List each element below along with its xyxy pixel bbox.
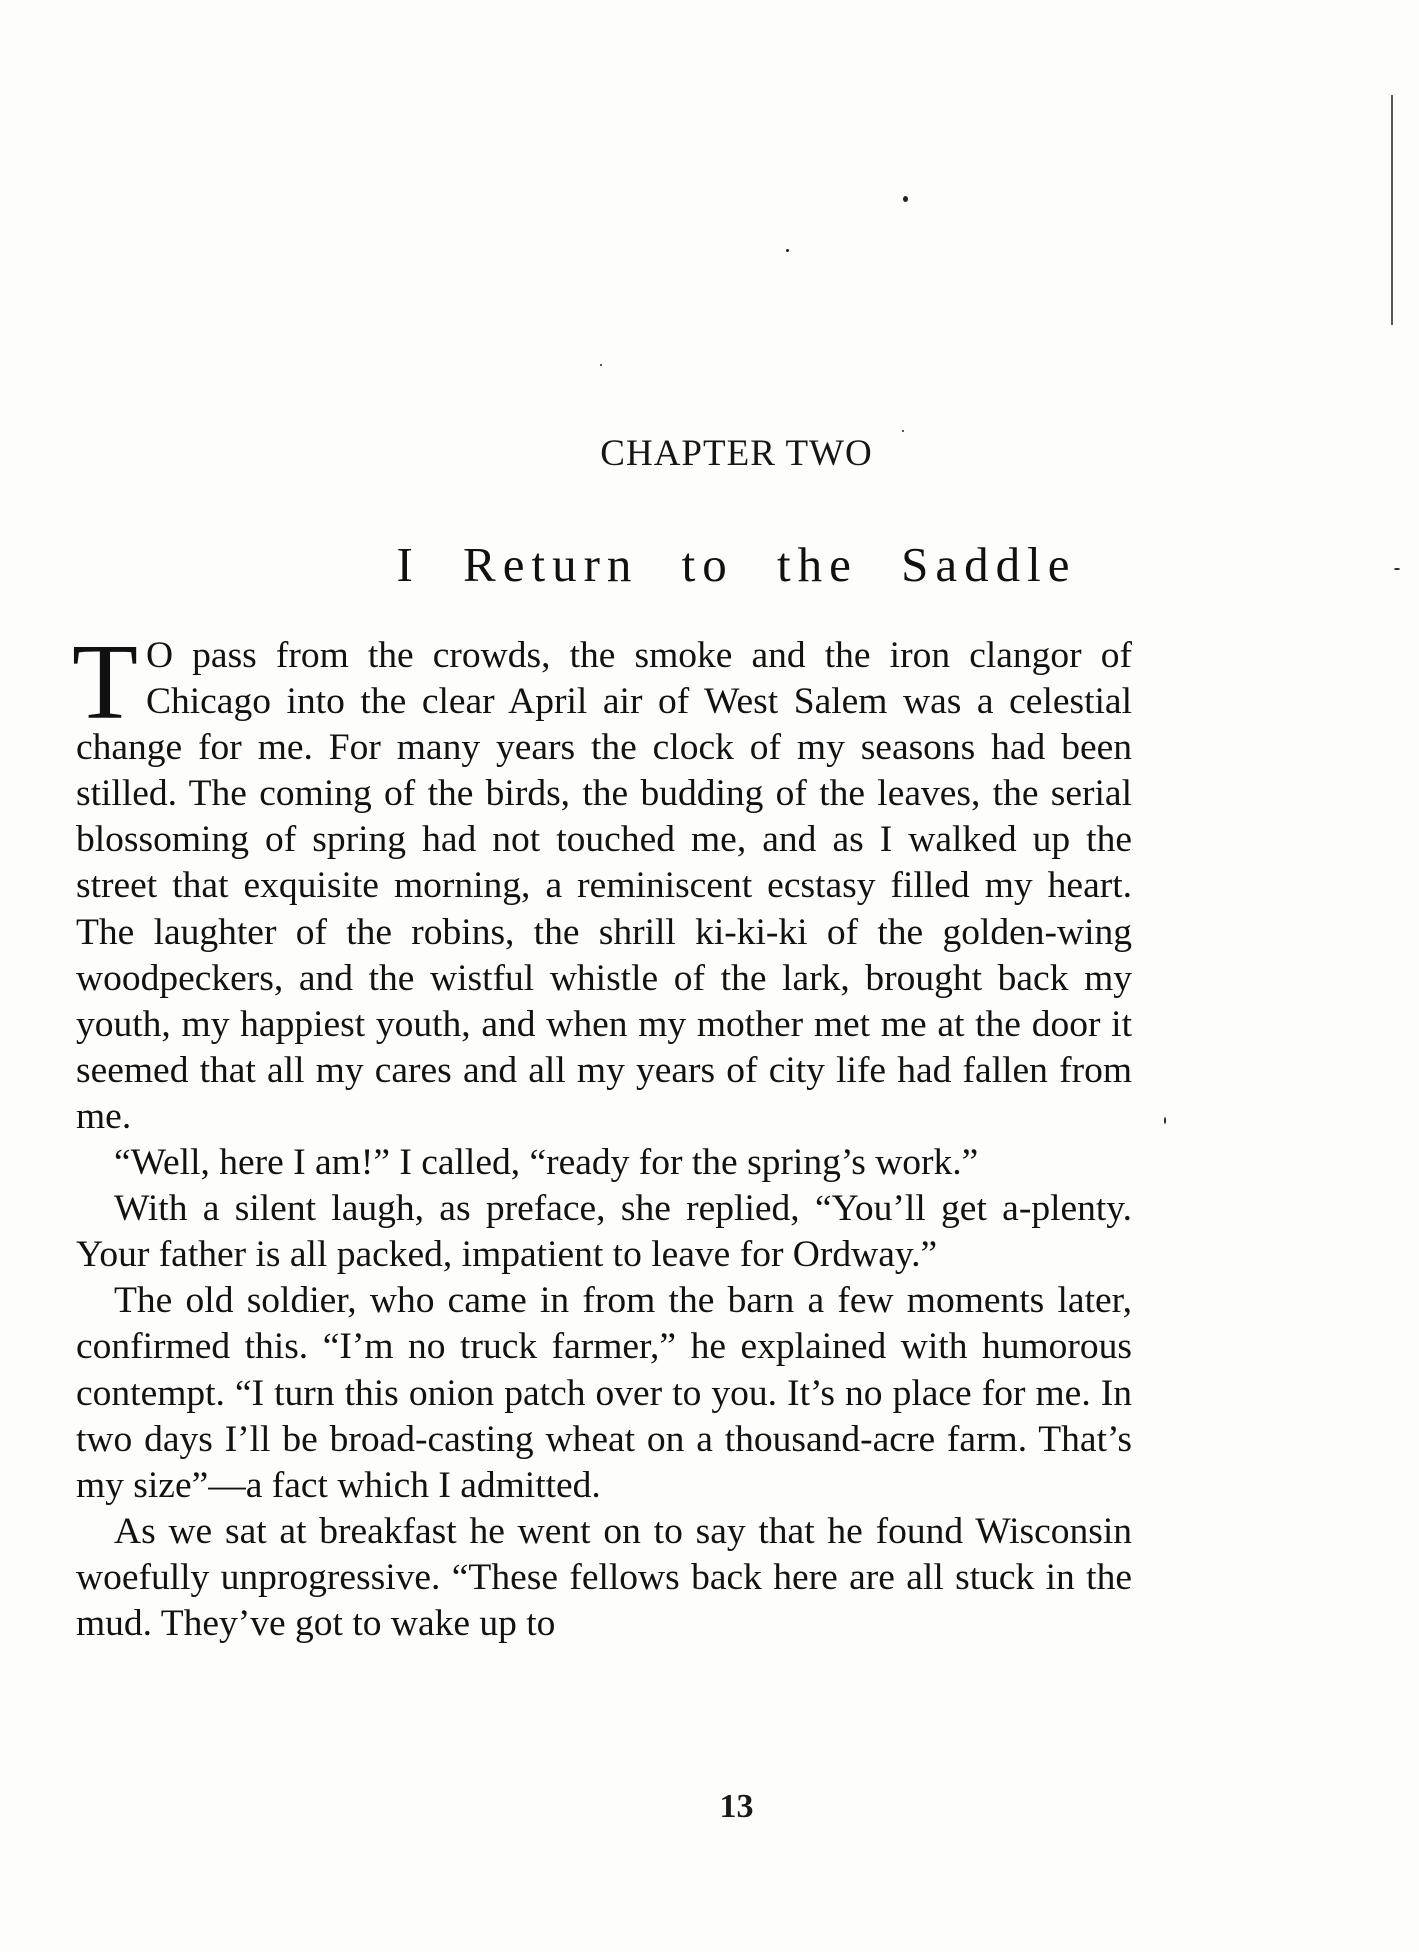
paragraph-4: The old soldier, who came in from the barn a few moments later, confirmed this. “I’m no truck farmer,” he explained with humorous contempt. “I turn this onion patch over to you. It’s no place for me. In two days I’ll be broad-casting wheat on a thousand-acre farm. That’s my size”—a fact which I admitted. [76, 1280, 1132, 1506]
drop-cap: T [72, 623, 138, 742]
chapter-title: I Return to the Saddle [396, 537, 1077, 592]
paragraph-3: With a silent laugh, as preface, she replied, “You’ll get a-plenty. Your father is all packed, impatient to leave for Ordway.” [76, 1188, 1132, 1276]
print-speck [903, 196, 908, 202]
page-number: 13 [719, 1788, 754, 1825]
paragraph-1-text: O pass from the crowds, the smoke and the iron clangor of Chicago into the clear April air of West Salem was a celestial change for me. For many years the clock of my seasons had been stilled. The coming of the birds, the budding of the leaves, the serial blossoming of spring had not touched me, and as I walked up the street that exquisite morning, a reminiscent ecstasy filled my heart. The laughter of the robins, the shrill ki-ki-ki of the golden-wing woodpeckers, and the wistful whistle of the lark, brought back my youth, my happiest youth, and when my mother met me at the door it seemed that all my cares and all my years of city life had fallen from me. [76, 635, 1132, 1137]
chapter-label: CHAPTER TWO [600, 433, 873, 474]
paragraph-2: “Well, here I am!” I called, “ready for the spring’s work.” [114, 1142, 979, 1184]
print-speck [600, 364, 602, 366]
print-speck [786, 249, 789, 252]
print-speck [1164, 1117, 1166, 1124]
chapter-body [72, 623, 1132, 1647]
paragraph-1 [72, 623, 1132, 1140]
page-edge-mark [1391, 95, 1393, 325]
paragraph-5: As we sat at breakfast he went on to say that he found Wisconsin woefully unprogressive. “These fellows back here are all stuck in the mud. They’ve got to wake up to [76, 1510, 1132, 1644]
